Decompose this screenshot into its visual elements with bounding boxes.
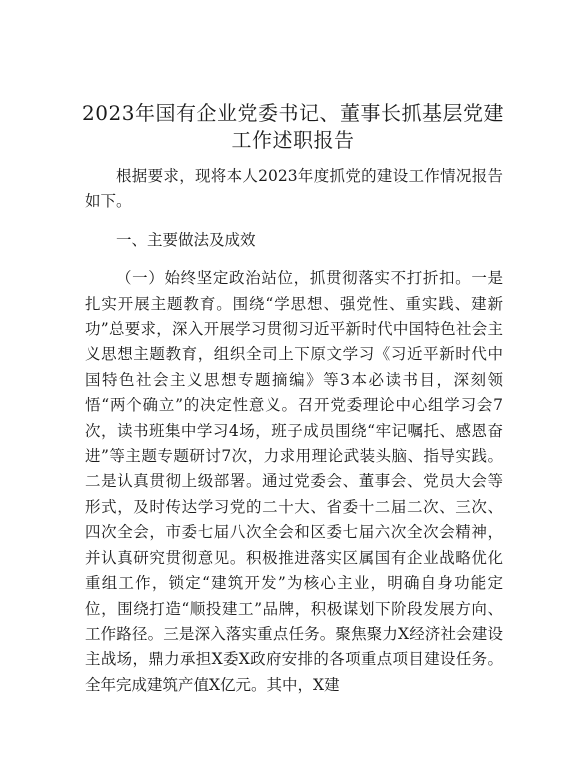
intro-paragraph: 根据要求，现将本人2023年度抓党的建设工作情况报告如下。 (85, 167, 503, 211)
document-title: 2023年国有企业党委书记、董事长抓基层党建工作述职报告 (82, 101, 504, 152)
document-body (85, 164, 503, 698)
section-paragraph: （一）始终坚定政治站位，抓贯彻落实不打折扣。一是扎实开展主题教育。围绕“学思想、强党性、重实践、建新功”总要求，深入开展学习贯彻习近平新时代中国特色社会主义思想主题教育，组织全司上下原文学习《习近平新时代中国特色社会主义思想专题摘编》等3本必读书目，深刻领悟“两个确立”的决定性意义。召开党委理论中心组学习会7次，读书班集中学习4场，班子成员围绕“牢记嘱托、感恩奋进”等主题专题研讨7次，力求用理论武装头脑、指导实践。二是认真贯彻上级部署。通过党委会、董事会、党员大会等形式，及时传达学习党的二十大、省委十二届二次、三次、四次全会，市委七届八次全会和区委七届六次全次会精神，并认真研究贯彻意见。积极推进落实区属国有企业战略优化重组工作，锁定“建筑开发”为核心主业，明确自身功能定位，围绕打造“顺投建工”品牌，积极谋划下阶段发展方向、工作路径。三是深入落实重点任务。聚焦聚力X经济社会建设主战场，鼎力承担X委X政府安排的各项重点项目建设任务。全年完成建筑产值X亿元。其中，X建 (85, 269, 503, 694)
section-heading: 一、主要做法及成效 (116, 230, 256, 249)
